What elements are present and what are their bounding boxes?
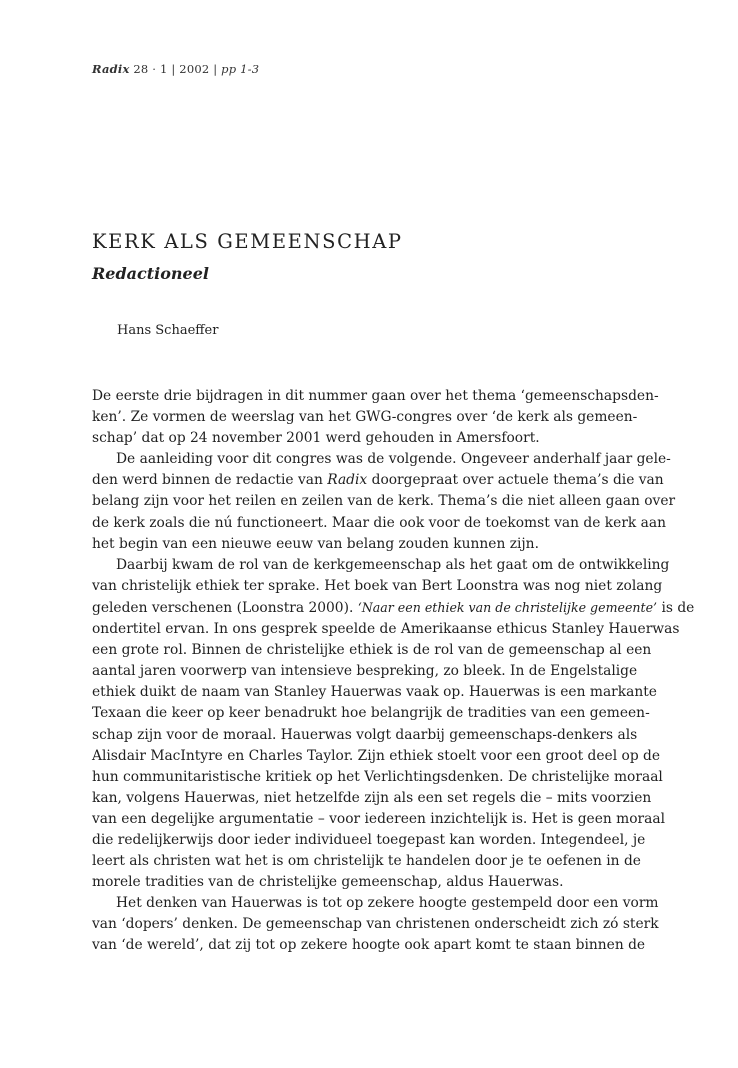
body-line: Het denken van Hauerwas is tot op zekere hoogte gestempeld door een vorm (116, 895, 659, 912)
body-line: ethiek duikt de naam van Stanley Hauerwas vaak op. Hauerwas is een markante (92, 684, 657, 701)
body-line: de kerk zoals die nú functioneert. Maar die ook voor de toekomst van de kerk aan (92, 514, 667, 531)
body-line: van een degelijke argumentatie – voor iedereen inzichtelijk is. Het is geen moraal (92, 810, 665, 827)
body-line: ken’. Ze vormen de weerslag van het GWG-congres over ‘de kerk als gemeen- (92, 409, 638, 426)
body-line: ondertitel ervan. In ons gesprek speelde de Amerikaanse ethicus Stanley Hauerwas (92, 621, 680, 638)
body-line: van christelijk ethiek ter sprake. Het boek van Bert Loonstra was nog niet zolang (92, 577, 663, 594)
volume-info: 28 · 1 | 2002 | (133, 62, 218, 76)
body-line: een grote rol. Binnen de christelijke ethiek is de rol van de gemeenschap al een (92, 642, 652, 659)
body-line: schap’ dat op 24 november 2001 werd gehouden in Amersfoort. (92, 430, 540, 447)
body-text: doorgepraat over actuele thema’s die van (371, 472, 664, 489)
body-line (92, 597, 695, 619)
body-line: die redelijkerwijs door ieder individueel toegepast kan worden. Integendeel, je (92, 831, 646, 848)
body-text: is de (661, 599, 695, 616)
body-line: leert als christen wat het is om christelijk te handelen door je te oefenen in de (92, 853, 641, 870)
journal-name: Radix (92, 62, 130, 76)
running-header (92, 62, 259, 76)
article-author: Hans Schaeffer (117, 323, 219, 338)
body-line: belang zijn voor het reilen en zeilen van de kerk. Thema’s die niet alleen gaan over (92, 493, 676, 510)
article-body (92, 386, 695, 957)
body-line: aantal jaren voorwerp van intensieve bespreking, zo bleek. In de Engelstalige (92, 663, 638, 680)
journal-reference: Radix (327, 472, 368, 489)
book-subtitle-quote: ‘Naar een ethiek van de christelijke gemeente’ (357, 599, 658, 615)
body-line: van ‘de wereld’, dat zij tot op zekere hoogte ook apart komt te staan binnen de (92, 937, 646, 954)
body-text: den werd binnen de redactie van (92, 472, 323, 489)
body-text: geleden verschenen (Loonstra 2000). (92, 599, 354, 616)
body-line: De eerste drie bijdragen in dit nummer gaan over het thema ‘gemeenschapsden- (92, 388, 659, 404)
body-line: De aanleiding voor dit congres was de volgende. Ongeveer anderhalf jaar gele- (116, 451, 671, 468)
body-line: hun communitaristische kritiek op het Verlichtingsdenken. De christelijke moraal (92, 768, 663, 785)
body-line: Daarbij kwam de rol van de kerkgemeenschap als het gaat om de ontwikkeling (116, 556, 670, 573)
body-line: morele tradities van de christelijke gemeenschap, aldus Hauerwas. (92, 874, 564, 891)
body-line: het begin van een nieuwe eeuw van belang zouden kunnen zijn. (92, 535, 539, 552)
body-line (92, 470, 664, 491)
article-title: KERK ALS GEMEENSCHAP (92, 230, 403, 253)
article-subtitle: Redactioneel (92, 264, 209, 283)
body-line: Texaan die keer op keer benadrukt hoe belangrijk de tradities van een gemeen- (92, 705, 650, 722)
body-line: van ‘dopers’ denken. De gemeenschap van christenen onderscheidt zich zó sterk (92, 916, 659, 933)
body-line: schap zijn voor de moraal. Hauerwas volgt daarbij gemeenschaps-denkers als (92, 726, 638, 743)
body-line: Alisdair MacIntyre en Charles Taylor. Zijn ethiek stoelt voor een groot deel op de (92, 747, 661, 764)
page-range: pp 1-3 (221, 62, 260, 76)
body-line: kan, volgens Hauerwas, niet hetzelfde zijn als een set regels die – mits voorzien (92, 789, 652, 806)
